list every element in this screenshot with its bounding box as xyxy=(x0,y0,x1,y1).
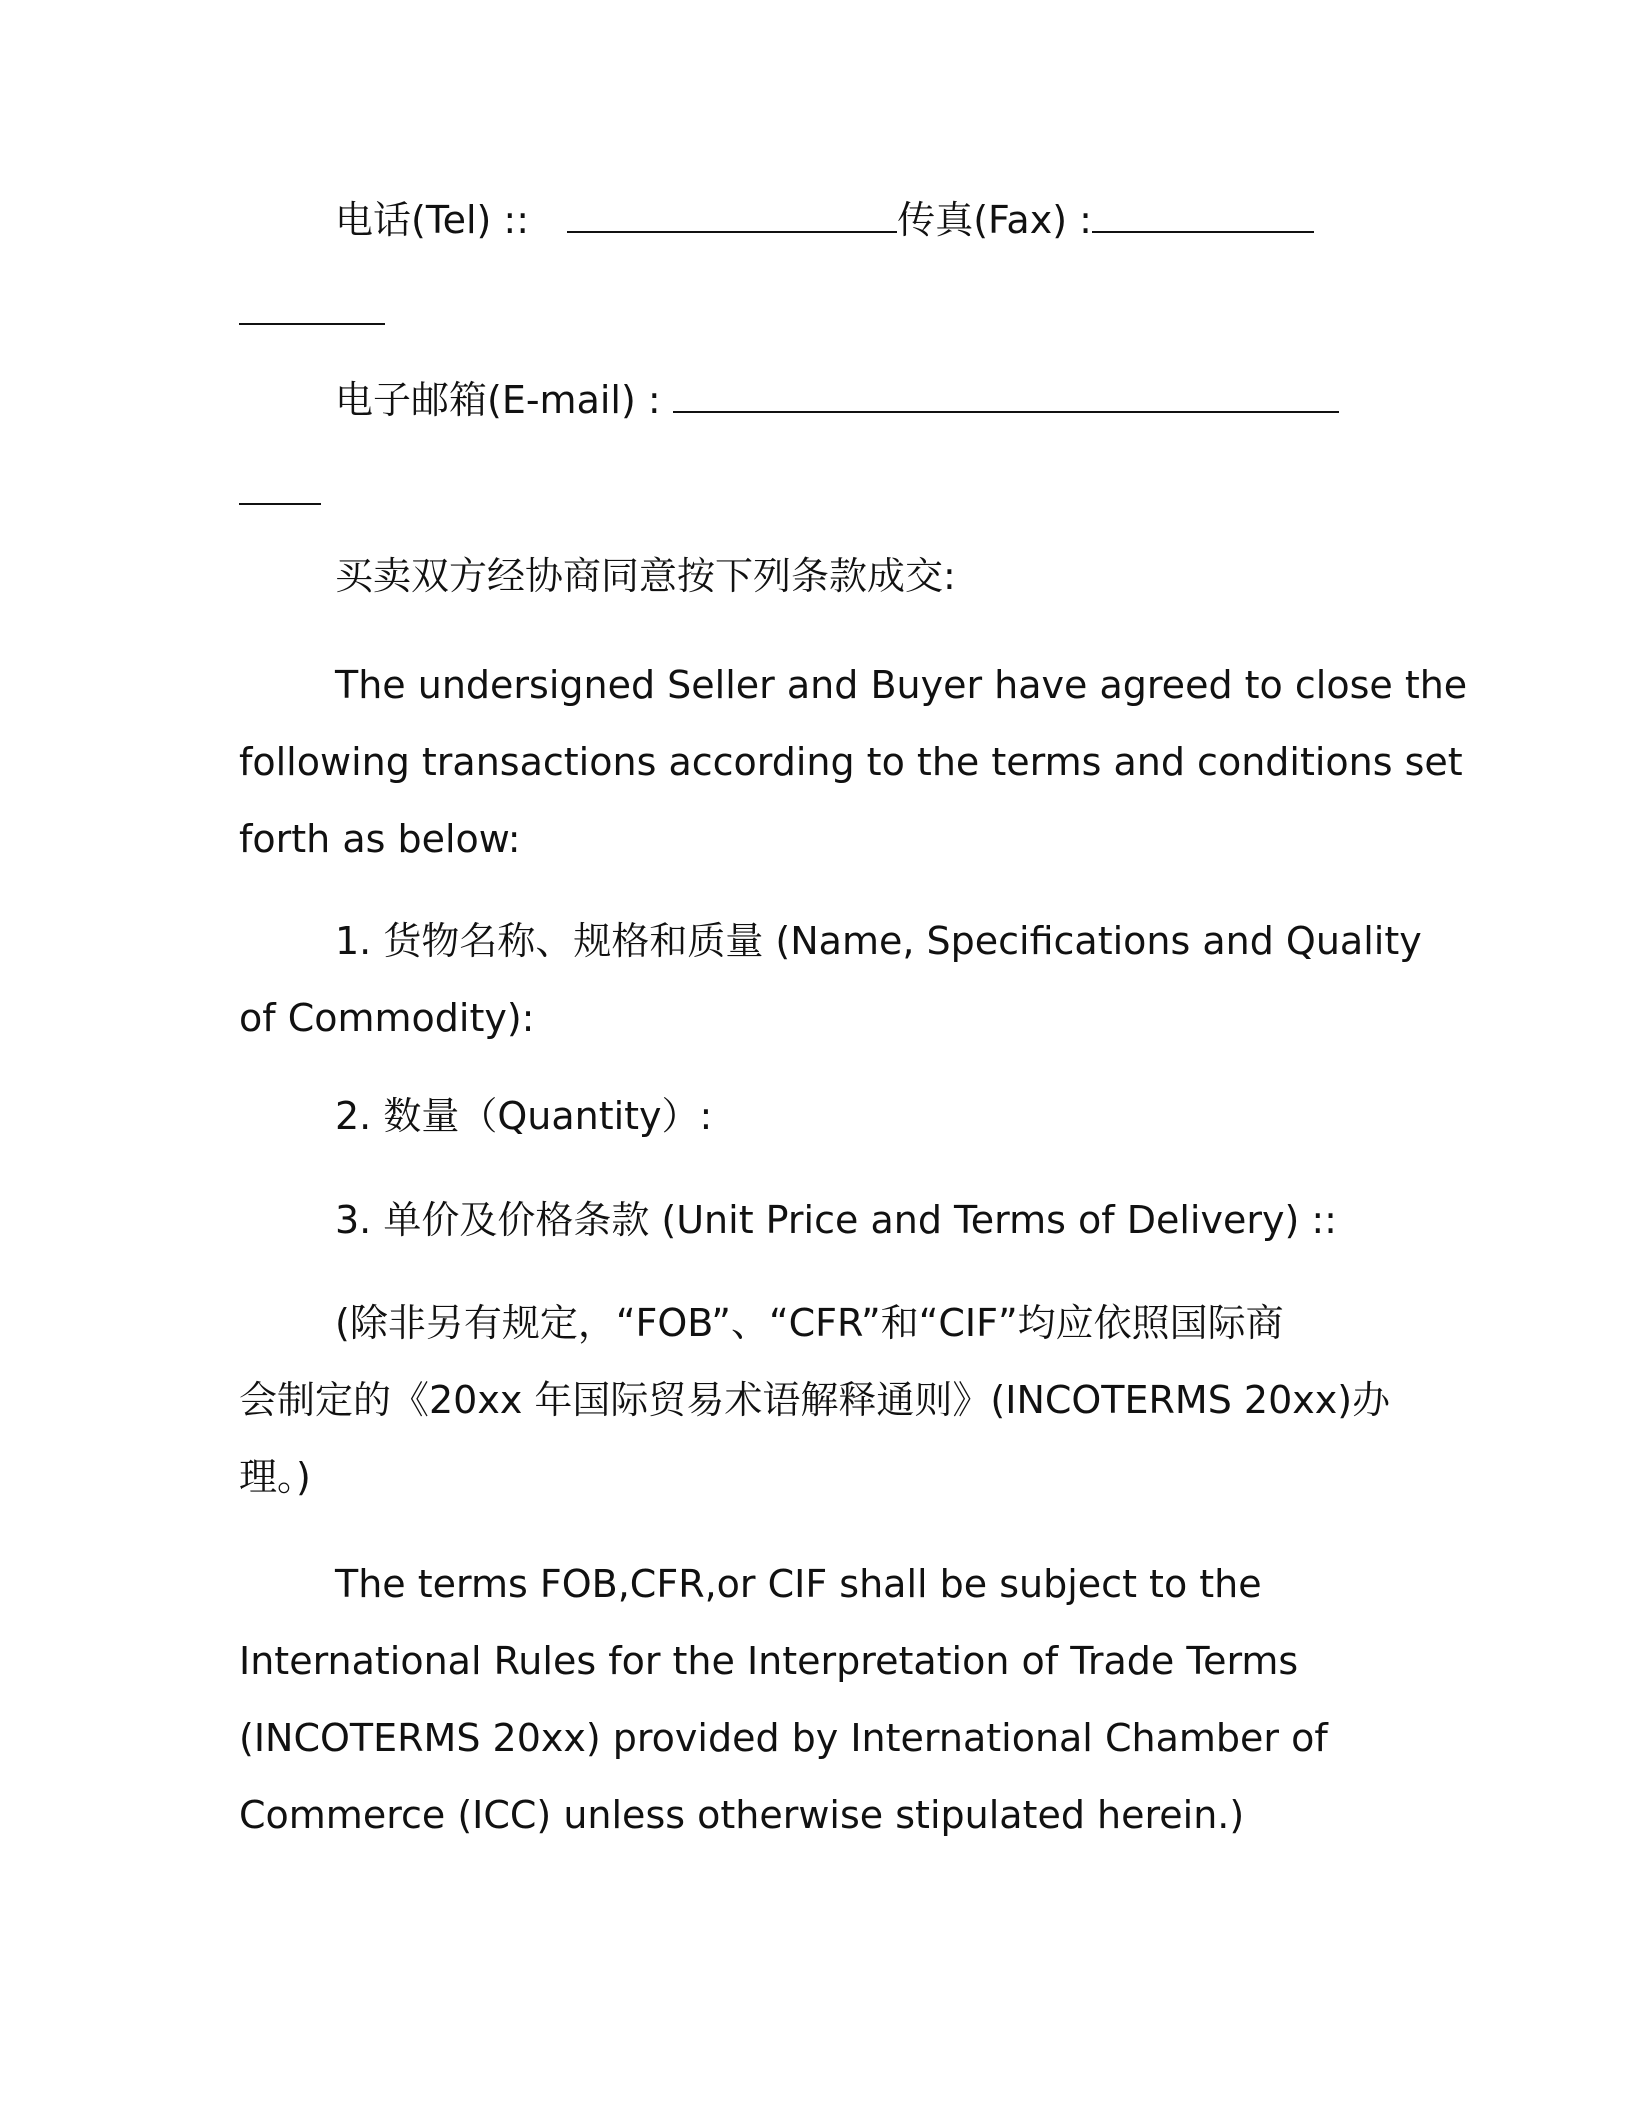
intro-en-line-3: forth as below: xyxy=(239,817,521,861)
email-blank xyxy=(673,375,1339,413)
email-blank-continuation xyxy=(239,467,1399,515)
tel-blank xyxy=(567,195,897,233)
item-3: 3. 单价及价格条款 (Unit Price and Terms of Delivery) :: xyxy=(335,1198,1337,1242)
fax-label: 传真(Fax) : xyxy=(897,198,1092,242)
intro-zh: 买卖双方经协商同意按下列条款成交: xyxy=(335,554,956,598)
tel-fax-line xyxy=(335,195,1399,243)
intro-en-line-1: The undersigned Seller and Buyer have agreed to close the xyxy=(335,663,1468,707)
item-1-line-1: 1. 货物名称、规格和质量 (Name, Specifications and Quality xyxy=(335,919,1422,963)
note-zh-line-2: 会制定的《20xx 年国际贸易术语解释通则》(INCOTERMS 20xx)办 xyxy=(239,1378,1391,1422)
fax-blank-continuation xyxy=(239,287,1399,335)
email-label: 电子邮箱(E-mail) : xyxy=(335,378,661,422)
note-en-line-2: International Rules for the Interpretation of Trade Terms xyxy=(239,1639,1299,1683)
fax-blank-cont xyxy=(239,287,385,325)
item-1-line-2: of Commodity): xyxy=(239,996,535,1040)
fax-blank xyxy=(1092,195,1314,233)
tel-label: 电话(Tel) :: xyxy=(335,198,530,242)
note-en-line-1: The terms FOB,CFR,or CIF shall be subject to the xyxy=(335,1562,1262,1606)
item-2: 2. 数量（Quantity）: xyxy=(335,1094,713,1138)
note-en-line-3: (INCOTERMS 20xx) provided by International Chamber of xyxy=(239,1716,1328,1760)
email-line xyxy=(335,375,1399,423)
intro-en-line-2: following transactions according to the terms and conditions set xyxy=(239,740,1463,784)
note-zh-line-1: (除非另有规定，“FOB”、“CFR”和“CIF”均应依照国际商 xyxy=(335,1301,1284,1345)
email-blank-cont xyxy=(239,467,321,505)
note-zh-line-3: 理。) xyxy=(239,1455,311,1499)
note-en-line-4: Commerce (ICC) unless otherwise stipulated herein.) xyxy=(239,1793,1245,1837)
